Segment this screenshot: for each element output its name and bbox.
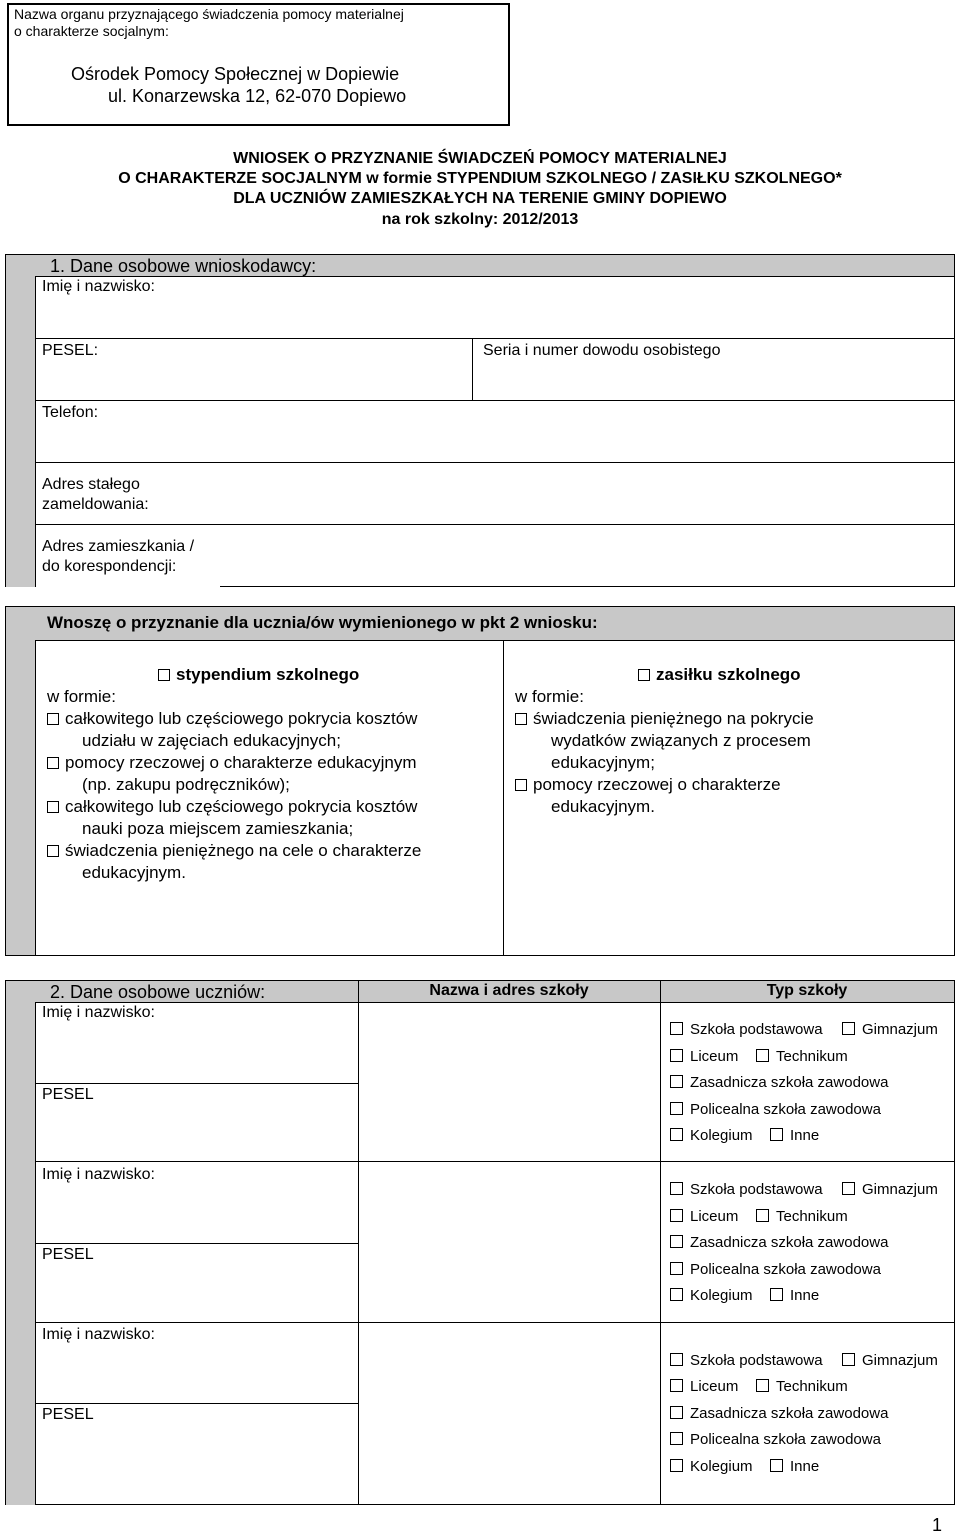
students-heading: 2. Dane osobowe uczniów: [50, 982, 266, 1002]
stypendium-form-label: w formie: [47, 687, 116, 706]
student-1-type-college[interactable] [670, 1127, 753, 1144]
rule [35, 1504, 955, 1505]
student-2-type-primary[interactable] [670, 1181, 823, 1198]
option-text: Gimnazjum [862, 1181, 938, 1198]
option-text: Technikum [776, 1048, 848, 1065]
rule [660, 980, 661, 1505]
student-2-type-postsecondary[interactable] [670, 1261, 881, 1278]
students-gray-margin [5, 980, 35, 1505]
rule [35, 1243, 358, 1244]
option-text: Technikum [776, 1378, 848, 1395]
checkbox[interactable] [756, 1049, 769, 1062]
student-3-type-postsecondary[interactable] [670, 1431, 881, 1448]
rule [35, 1403, 358, 1404]
applicant-mail-label-2: do korespondencji: [42, 558, 177, 575]
applicant-heading: 1. Dane osobowe wnioskodawcy: [50, 256, 317, 276]
applicant-phone-label: Telefon: [42, 404, 99, 421]
zasilek-form-label: w formie: [515, 687, 584, 706]
stypendium-opt3[interactable] [47, 797, 417, 817]
student-3-type-lyceum[interactable] [670, 1378, 738, 1395]
student-1-type-primary[interactable] [670, 1021, 823, 1038]
zasilek-opt1[interactable] [515, 709, 814, 729]
student-2-type-vocational[interactable] [670, 1234, 888, 1251]
option-text: Liceum [690, 1208, 739, 1225]
zasilek-opt1-cont-1: wydatków związanych z procesem [551, 731, 811, 750]
rule [472, 338, 473, 400]
rule [954, 606, 955, 956]
stypendium-opt1-cont: udziału w zajęciach edukacyjnych; [82, 731, 341, 750]
checkbox[interactable] [670, 1209, 683, 1222]
option-text: Technikum [776, 1208, 848, 1225]
title-line-2: O CHARAKTERZE SOCJALNYM w formie STYPENDIUM SZKOLNEGO / ZASIŁKU SZKOLNEGO* [118, 170, 842, 187]
rule [35, 338, 955, 339]
student-1-type-postsecondary[interactable] [670, 1101, 881, 1118]
option-text: Zasadnicza szkoła zawodowa [690, 1234, 889, 1251]
option-text: całkowitego lub częściowego pokrycia kosztów [65, 797, 418, 816]
checkbox[interactable] [47, 845, 59, 857]
student-2-pesel-label: PESEL [42, 1246, 94, 1263]
stypendium-opt4-cont: edukacyjnym. [82, 863, 186, 882]
checkbox[interactable] [515, 779, 527, 791]
checkbox[interactable] [670, 1406, 683, 1419]
rule [35, 640, 36, 956]
student-3-pesel-label: PESEL [42, 1406, 94, 1423]
authority-name: Ośrodek Pomocy Społecznej w Dopiewie [71, 64, 400, 84]
student-1-type-gymnasium[interactable] [842, 1021, 938, 1038]
page-number: 1 [932, 1515, 943, 1535]
rule [35, 1002, 36, 1505]
student-3-name-label: Imię i nazwisko: [42, 1326, 155, 1343]
checkbox[interactable] [670, 1182, 683, 1195]
rule [35, 1083, 358, 1084]
rule [35, 1161, 955, 1162]
zasilek-option[interactable] [638, 665, 801, 685]
rule [5, 254, 955, 255]
zasilek-opt2-cont: edukacyjnym. [551, 797, 655, 816]
student-1-type-lyceum[interactable] [670, 1048, 738, 1065]
rule [5, 606, 6, 956]
checkbox[interactable] [756, 1379, 769, 1392]
student-3-type-primary[interactable] [670, 1352, 823, 1369]
applicant-pesel-label: PESEL: [42, 342, 99, 359]
student-1-name-label: Imię i nazwisko: [42, 1004, 155, 1021]
authority-label-1: Nazwa organu przyznającego świadczenia pomocy materialnej [14, 6, 404, 22]
rule [5, 980, 6, 1505]
checkbox[interactable] [670, 1022, 683, 1035]
option-text: Zasadnicza szkoła zawodowa [690, 1074, 889, 1091]
option-text: Inne [790, 1287, 820, 1304]
stypendium-title: stypendium szkolnego [176, 665, 360, 684]
authority-address: ul. Konarzewska 12, 62-070 Dopiewo [108, 86, 407, 106]
option-text: Kolegium [690, 1458, 753, 1475]
rule [5, 606, 955, 607]
option-text: Szkoła podstawowa [690, 1352, 823, 1369]
option-text: Policealna szkoła zawodowa [690, 1261, 881, 1278]
option-text: Kolegium [690, 1127, 753, 1144]
request-gray-margin [5, 606, 35, 956]
stypendium-checkbox[interactable] [158, 669, 170, 681]
rule [5, 254, 6, 587]
rule [220, 586, 955, 587]
rule [954, 254, 955, 587]
checkbox[interactable] [47, 801, 59, 813]
checkbox[interactable] [670, 1379, 683, 1392]
student-3-type-gymnasium[interactable] [842, 1352, 938, 1369]
checkbox[interactable] [47, 757, 59, 769]
student-3-type-vocational[interactable] [670, 1405, 888, 1422]
checkbox[interactable] [670, 1262, 683, 1275]
rule [35, 400, 955, 401]
checkbox[interactable] [670, 1075, 683, 1088]
rule [5, 980, 955, 981]
student-1-type-vocational[interactable] [670, 1074, 888, 1091]
option-text: świadczenia pieniężnego na pokrycie [533, 709, 814, 728]
stypendium-option[interactable] [158, 665, 359, 685]
option-text: Kolegium [690, 1287, 753, 1304]
option-text: Liceum [690, 1048, 739, 1065]
option-text: Zasadnicza szkoła zawodowa [690, 1405, 889, 1422]
checkbox[interactable] [770, 1288, 783, 1301]
rule [5, 955, 955, 956]
checkbox[interactable] [670, 1102, 683, 1115]
title-line-3: DLA UCZNIÓW ZAMIESZKAŁYCH NA TERENIE GMINY DOPIEWO [233, 190, 727, 207]
checkbox[interactable] [770, 1128, 783, 1141]
rule [35, 1322, 955, 1323]
rule [954, 980, 955, 1505]
student-3-type-technikum[interactable] [756, 1378, 848, 1395]
stypendium-opt2[interactable] [47, 753, 416, 773]
option-text: Szkoła podstawowa [690, 1181, 823, 1198]
option-text: Szkoła podstawowa [690, 1021, 823, 1038]
checkbox[interactable] [670, 1459, 683, 1472]
checkbox[interactable] [670, 1235, 683, 1248]
rule [358, 980, 359, 1505]
option-text: pomocy rzeczowej o charakterze edukacyjnym [65, 753, 417, 772]
option-text: świadczenia pieniężnego na cele o charakterze [65, 841, 422, 860]
student-2-type-technikum[interactable] [756, 1208, 848, 1225]
checkbox[interactable] [670, 1049, 683, 1062]
checkbox[interactable] [842, 1022, 855, 1035]
checkbox[interactable] [515, 713, 527, 725]
rule [35, 462, 955, 463]
authority-label-2: o charakterze socjalnym: [14, 23, 169, 39]
option-text: Policealna szkoła zawodowa [690, 1101, 881, 1118]
stypendium-opt4[interactable] [47, 841, 421, 861]
checkbox[interactable] [842, 1182, 855, 1195]
applicant-id-label: Seria i numer dowodu osobistego [483, 342, 721, 359]
student-1-pesel-label: PESEL [42, 1086, 94, 1103]
student-3-type-other[interactable] [770, 1458, 819, 1475]
student-2-type-gymnasium[interactable] [842, 1181, 938, 1198]
option-text: Policealna szkoła zawodowa [690, 1431, 881, 1448]
option-text: Gimnazjum [862, 1352, 938, 1369]
request-heading: Wnoszę o przyznanie dla ucznia/ów wymienionego w pkt 2 wniosku: [47, 613, 598, 632]
checkbox[interactable] [842, 1353, 855, 1366]
student-2-type-other[interactable] [770, 1287, 819, 1304]
stypendium-opt1[interactable] [47, 709, 417, 729]
checkbox[interactable] [670, 1128, 683, 1141]
student-1-type-other[interactable] [770, 1127, 819, 1144]
rule [35, 640, 955, 641]
checkbox[interactable] [670, 1288, 683, 1301]
applicant-address-label-2: zameldowania: [42, 496, 149, 513]
student-3-type-college[interactable] [670, 1458, 753, 1475]
option-text: całkowitego lub częściowego pokrycia kosztów [65, 709, 418, 728]
zasilek-title: zasiłku szkolnego [656, 665, 801, 684]
option-text: Inne [790, 1458, 820, 1475]
rule [503, 640, 504, 956]
option-text: Liceum [690, 1378, 739, 1395]
checkbox[interactable] [670, 1432, 683, 1445]
student-2-type-lyceum[interactable] [670, 1208, 738, 1225]
rule [35, 524, 955, 525]
title-line-4: na rok szkolny: 2012/2013 [381, 211, 579, 228]
zasilek-opt2[interactable] [515, 775, 781, 795]
option-text: Gimnazjum [862, 1021, 938, 1038]
option-text: pomocy rzeczowej o charakterze [533, 775, 781, 794]
zasilek-opt1-cont-2: edukacyjnym; [551, 753, 655, 772]
applicant-mail-label-1: Adres zamieszkania / [42, 538, 195, 555]
option-text: Inne [790, 1127, 820, 1144]
checkbox[interactable] [756, 1209, 769, 1222]
checkbox[interactable] [770, 1459, 783, 1472]
type-column-header: Typ szkoły [766, 982, 848, 999]
applicant-address-label-1: Adres stałego [42, 476, 140, 493]
checkbox[interactable] [47, 713, 59, 725]
student-2-name-label: Imię i nazwisko: [42, 1166, 155, 1183]
title-line-1: WNIOSEK O PRZYZNANIE ŚWIADCZEŃ POMOCY MATERIALNEJ [233, 150, 727, 167]
checkbox[interactable] [670, 1353, 683, 1366]
student-1-type-technikum[interactable] [756, 1048, 848, 1065]
zasilek-checkbox[interactable] [638, 669, 650, 681]
applicant-gray-margin [5, 254, 35, 587]
rule [35, 276, 36, 587]
school-column-header: Nazwa i adres szkoły [429, 982, 589, 999]
stypendium-opt3-cont: nauki poza miejscem zamieszkania; [82, 819, 354, 838]
student-2-type-college[interactable] [670, 1287, 753, 1304]
applicant-name-label: Imię i nazwisko: [42, 278, 155, 295]
stypendium-opt2-cont: (np. zakupu podręczników); [82, 775, 290, 794]
